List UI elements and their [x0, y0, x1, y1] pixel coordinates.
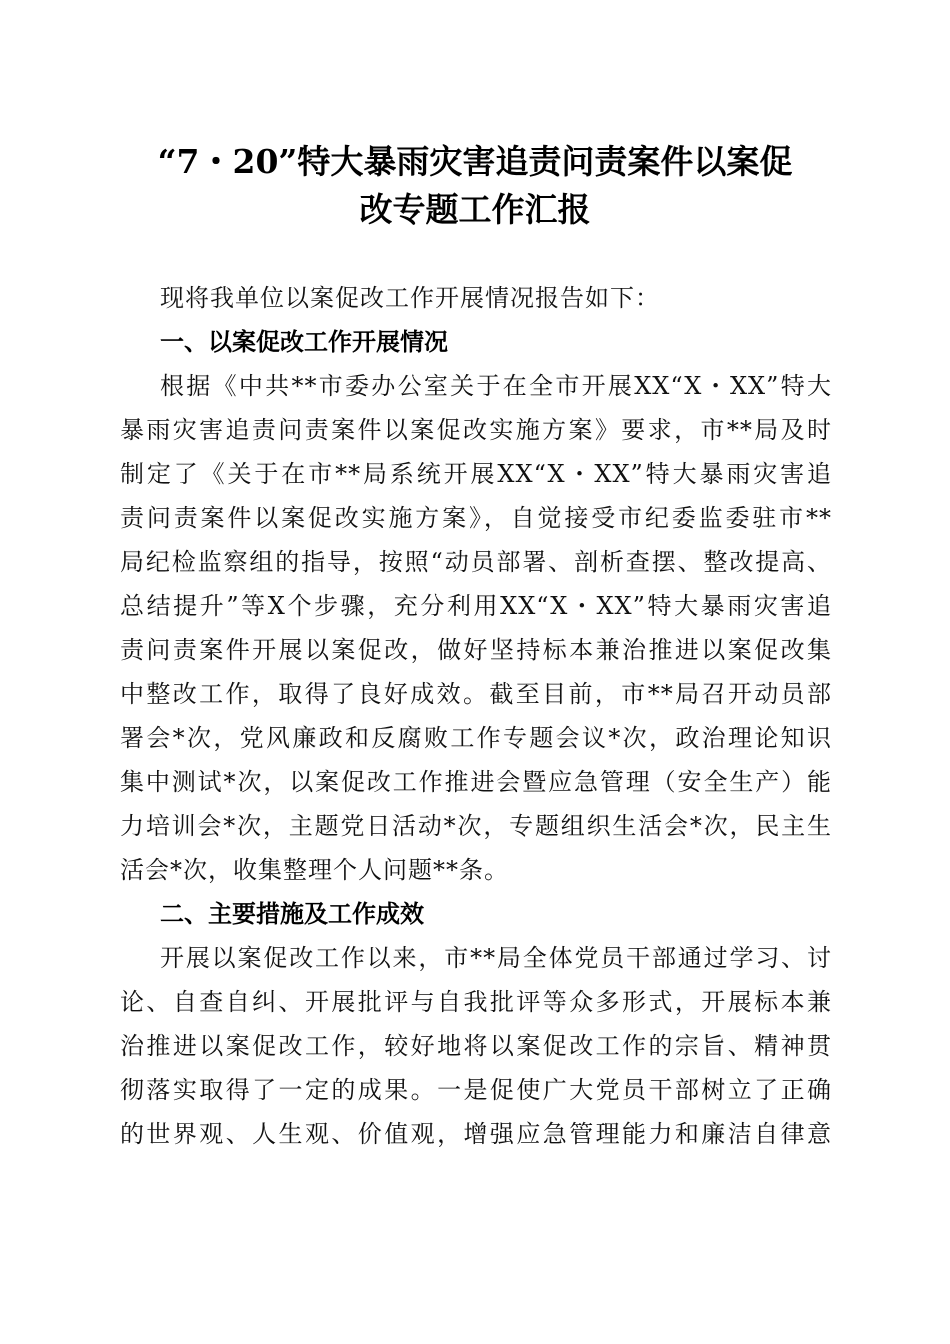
paragraph-line: 根据《中共**市委办公室关于在全市开展XX“X・XX”特大: [160, 372, 832, 400]
document-title-line-2: 改专题工作汇报: [359, 190, 591, 229]
paragraph-line: 制定了《关于在市**局系统开展XX“X・XX”特大暴雨灾害追: [120, 460, 832, 488]
paragraph-line: 力培训会*次，主题党日活动*次，专题组织生活会*次，民主生: [120, 812, 832, 840]
paragraph-line: 治推进以案促改工作，较好地将以案促改工作的宗旨、精神贯: [120, 1032, 832, 1060]
paragraph-line: 活会*次，收集整理个人问题**条。: [120, 856, 509, 884]
paragraph-line: 局纪检监察组的指导，按照“动员部署、剖析查摆、整改提高、: [120, 548, 832, 576]
paragraph-line: 总结提升”等X个步骤，充分利用XX“X・XX”特大暴雨灾害追: [120, 592, 832, 620]
section-heading-1: 一、以案促改工作开展情况: [160, 328, 448, 356]
paragraph-line: 彻落实取得了一定的成果。一是促使广大党员干部树立了正确: [120, 1076, 832, 1104]
paragraph-line: 责问责案件开展以案促改，做好坚持标本兼治推进以案促改集: [120, 636, 832, 664]
section-heading-2: 二、主要措施及工作成效: [160, 900, 424, 928]
paragraph-line: 论、自查自纠、开展批评与自我批评等众多形式，开展标本兼: [120, 988, 832, 1016]
paragraph-line: 责问责案件以案促改实施方案》，自觉接受市纪委监委驻市**: [120, 504, 832, 532]
document-title-line-1: “7・20”特大暴雨灾害追责问责案件以案促: [157, 142, 793, 181]
paragraph-line: 署会*次，党风廉政和反腐败工作专题会议*次，政治理论知识: [120, 724, 832, 752]
paragraph-line: 的世界观、人生观、价值观，增强应急管理能力和廉洁自律意: [120, 1120, 832, 1148]
paragraph-line: 集中测试*次，以案促改工作推进会暨应急管理（安全生产）能: [120, 768, 832, 796]
paragraph-line: 中整改工作，取得了良好成效。截至目前，市**局召开动员部: [120, 680, 832, 708]
intro-paragraph: 现将我单位以案促改工作开展情况报告如下：: [160, 284, 660, 312]
paragraph-line: 暴雨灾害追责问责案件以案促改实施方案》要求，市**局及时: [120, 416, 832, 444]
paragraph-line: 开展以案促改工作以来，市**局全体党员干部通过学习、讨: [160, 944, 832, 972]
